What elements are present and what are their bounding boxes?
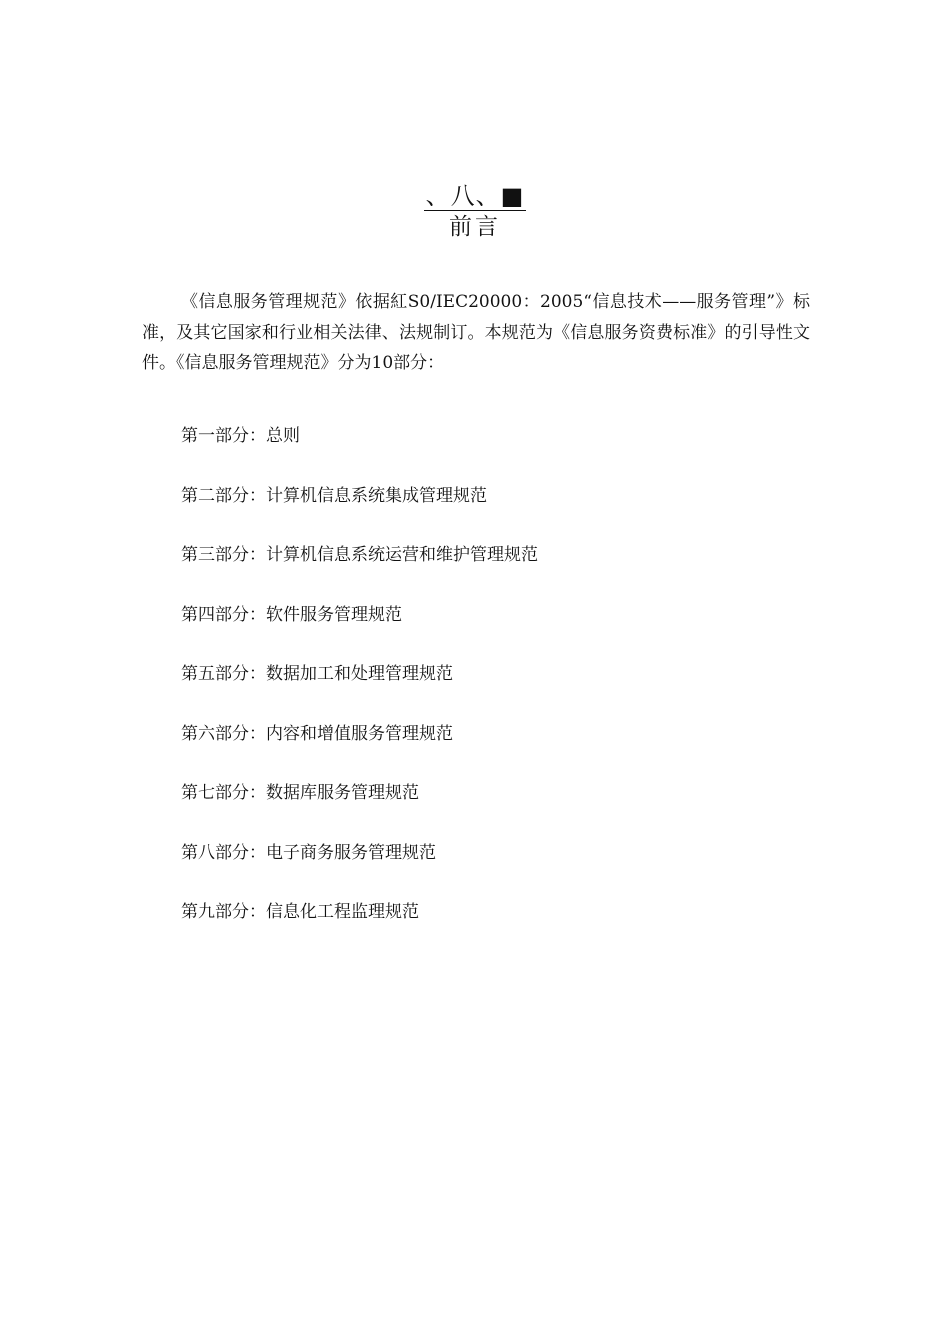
list-item: 第二部分：计算机信息系统集成管理规范 bbox=[181, 485, 487, 506]
list-item: 第六部分：内容和增值服务管理规范 bbox=[181, 723, 453, 744]
heading-mark bbox=[0, 180, 950, 212]
list-item: 第八部分：电子商务服务管理规范 bbox=[181, 842, 436, 863]
list-item: 第五部分：数据加工和处理管理规范 bbox=[181, 664, 453, 684]
page-title: 前言 bbox=[449, 214, 501, 240]
heading-mark-text: 、八、■ bbox=[425, 182, 525, 210]
list-item: 第四部分：软件服务管理规范 bbox=[181, 604, 402, 625]
list-item: 第一部分：总则 bbox=[181, 426, 300, 446]
parts-list bbox=[181, 420, 821, 956]
list-item: 第九部分：信息化工程监理规范 bbox=[181, 902, 419, 922]
list-item: 第七部分：数据库服务管理规范 bbox=[181, 783, 419, 803]
list-item: 第三部分：计算机信息系统运营和维护管理规范 bbox=[181, 545, 538, 565]
intro-paragraph: 《信息服务管理规范》依据紅S0/IEC20000：2005“信息技术——服务管理”》标准，及其它国家和行业相关法律、法规制订。本规范为《信息服务资费标准》的引导性文件。《信息服务管理规范》分为10部分： bbox=[142, 292, 810, 373]
